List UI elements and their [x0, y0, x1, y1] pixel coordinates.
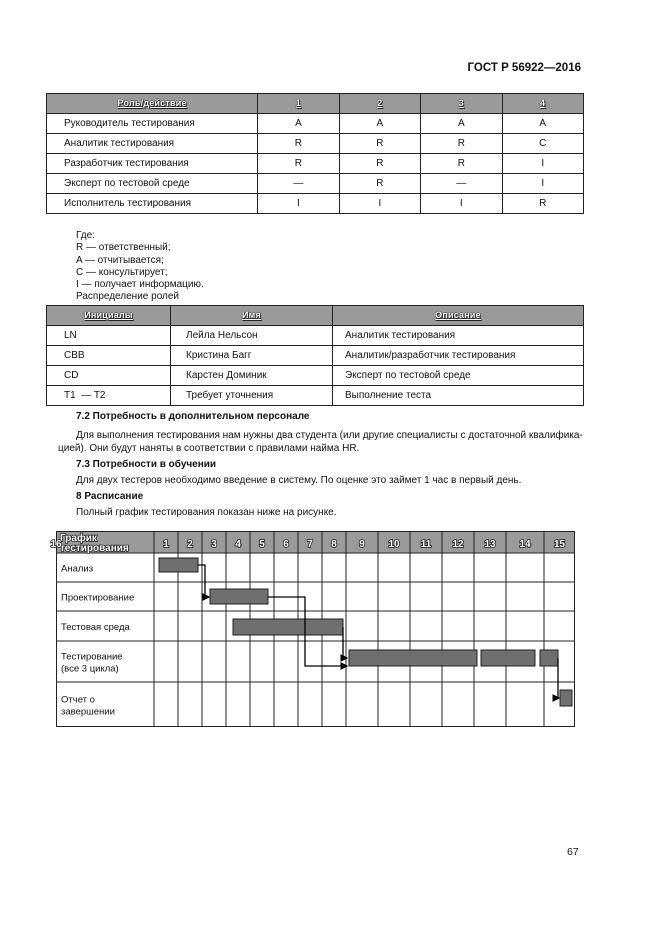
people-name: Требует уточнения [171, 386, 333, 406]
dependency-arrow [558, 658, 559, 698]
week-label: 10 [388, 539, 400, 550]
table-row [47, 114, 584, 134]
dependency-arrow [198, 565, 209, 597]
raci-cell: I [421, 194, 502, 214]
people-desc: Эксперт по тестовой среде [333, 366, 584, 386]
week-label: 3 [211, 539, 217, 550]
raci-cell: R [258, 154, 339, 174]
raci-cell: R [502, 194, 583, 214]
raci-cell: I [339, 194, 420, 214]
task-label: Тестовая среда [61, 622, 130, 633]
week-label: 8 [331, 539, 337, 550]
standard-code: ГОСТ Р 56922—2016 [467, 62, 581, 74]
table-row [47, 346, 584, 366]
legend-caption: Распределение ролей [76, 291, 180, 303]
section-7-2-title: 7.2 Потребность в дополнительном персонале [76, 411, 310, 422]
raci-cell: R [339, 174, 420, 194]
raci-header-row [47, 94, 584, 114]
people-name: Лейла Нельсон [171, 326, 333, 346]
week-label: 5 [259, 539, 265, 550]
page-number: 67 [567, 846, 579, 858]
schedule-gantt [50, 531, 575, 727]
raci-cell: I [502, 154, 583, 174]
schedule-header-bg [56, 531, 575, 553]
week-label: 6 [283, 539, 289, 550]
raci-cell: A [339, 114, 420, 134]
raci-col-2: 2 [339, 94, 420, 114]
table-row [47, 366, 584, 386]
legend-item: I — получает информацию. [76, 279, 204, 291]
task-bar [481, 650, 535, 666]
week-label: 9 [359, 539, 365, 550]
raci-cell: R [339, 134, 420, 154]
task-bar [210, 589, 268, 604]
raci-role: Исполнитель тестирования [47, 194, 258, 214]
raci-role: Эксперт по тестовой среде [47, 174, 258, 194]
task-bar [159, 558, 198, 572]
week-label: 14 [519, 539, 531, 550]
table-row [47, 194, 584, 214]
table-row [47, 134, 584, 154]
task-label: Тестирование [61, 651, 123, 663]
people-col-desc: Описание [333, 306, 584, 326]
raci-cell: I [502, 174, 583, 194]
section-7-3-title: 7.3 Потребности в обучении [76, 459, 217, 470]
people-desc: Выполнение теста [333, 386, 584, 406]
raci-cell: A [421, 114, 502, 134]
raci-cell: R [421, 154, 502, 174]
raci-cell: I [258, 194, 339, 214]
week-label: 12 [452, 539, 464, 550]
raci-cell: C [502, 134, 583, 154]
section-7-2-line1: Для выполнения тестирования нам нужны два студента (или другие специалисты с достаточной квалифика- [76, 430, 583, 441]
raci-role: Руководитель тестирования [47, 114, 258, 134]
people-desc: Аналитик тестирования [333, 326, 584, 346]
raci-table [46, 93, 584, 214]
raci-cell: A [258, 114, 339, 134]
week-label: 13 [484, 539, 496, 550]
raci-col-3: 3 [421, 94, 502, 114]
task-label: Анализ [61, 563, 94, 575]
people-initials: CD [47, 366, 171, 386]
section-7-2-line2: цией). Они будут наняты в соответствии с правилами найма HR. [58, 443, 360, 454]
task-label: (все 3 цикла) [61, 663, 119, 675]
table-row [47, 326, 584, 346]
people-name: Карстен Доминик [171, 366, 333, 386]
people-col-initials: Инициалы [47, 306, 171, 326]
raci-cell: R [421, 134, 502, 154]
raci-col-4: 4 [502, 94, 583, 114]
task-bar [560, 690, 572, 706]
task-bar [349, 650, 477, 666]
raci-role: Разработчик тестирования [47, 154, 258, 174]
people-header-row [47, 306, 584, 326]
people-initials: LN [47, 326, 171, 346]
section-8-text: Полный график тестирования показан ниже на рисунке. [76, 507, 337, 518]
week-label: 2 [187, 539, 193, 550]
raci-col-1: 1 [258, 94, 339, 114]
week-label: 1 [163, 539, 169, 550]
section-7-3-text: Для двух тестеров необходимо введение в систему. По оценке это займет 1 час в первый день. [76, 475, 522, 486]
schedule-title: тестирования [60, 543, 129, 554]
task-bar [233, 619, 343, 635]
schedule-title: График [60, 533, 97, 544]
table-row [47, 174, 584, 194]
legend-where: Где: [76, 230, 95, 241]
people-initials: CBB [47, 346, 171, 366]
raci-cell: R [339, 154, 420, 174]
raci-col-role: Роль/действие [47, 94, 258, 114]
people-desc: Аналитик/разработчик тестирования [333, 346, 584, 366]
raci-cell: A [502, 114, 583, 134]
raci-role: Аналитик тестирования [47, 134, 258, 154]
week-label: 11 [420, 539, 432, 550]
legend-item: A — отчитывается; [76, 254, 164, 266]
week-label: 4 [235, 539, 241, 550]
section-8-title: 8 Расписание [76, 491, 144, 502]
week-label: 15 [553, 539, 566, 550]
week-label: 7 [307, 539, 313, 550]
task-label: Отчет о [61, 694, 95, 706]
legend-item: R — ответственный; [76, 242, 171, 254]
week-label: 16 [50, 539, 62, 550]
table-row [47, 154, 584, 174]
people-table [46, 305, 584, 406]
task-label: завершении [61, 706, 115, 718]
task-bar [540, 650, 558, 666]
people-col-name: Имя [171, 306, 333, 326]
raci-cell: R [258, 134, 339, 154]
legend-item: C — консультирует; [76, 266, 168, 278]
task-label: Проектирование [61, 592, 135, 604]
people-initials: T1 — T2 [47, 386, 171, 406]
raci-legend [76, 230, 204, 304]
raci-cell: — [258, 174, 339, 194]
raci-cell: — [421, 174, 502, 194]
people-name: Кристина Багг [171, 346, 333, 366]
table-row [47, 386, 584, 406]
